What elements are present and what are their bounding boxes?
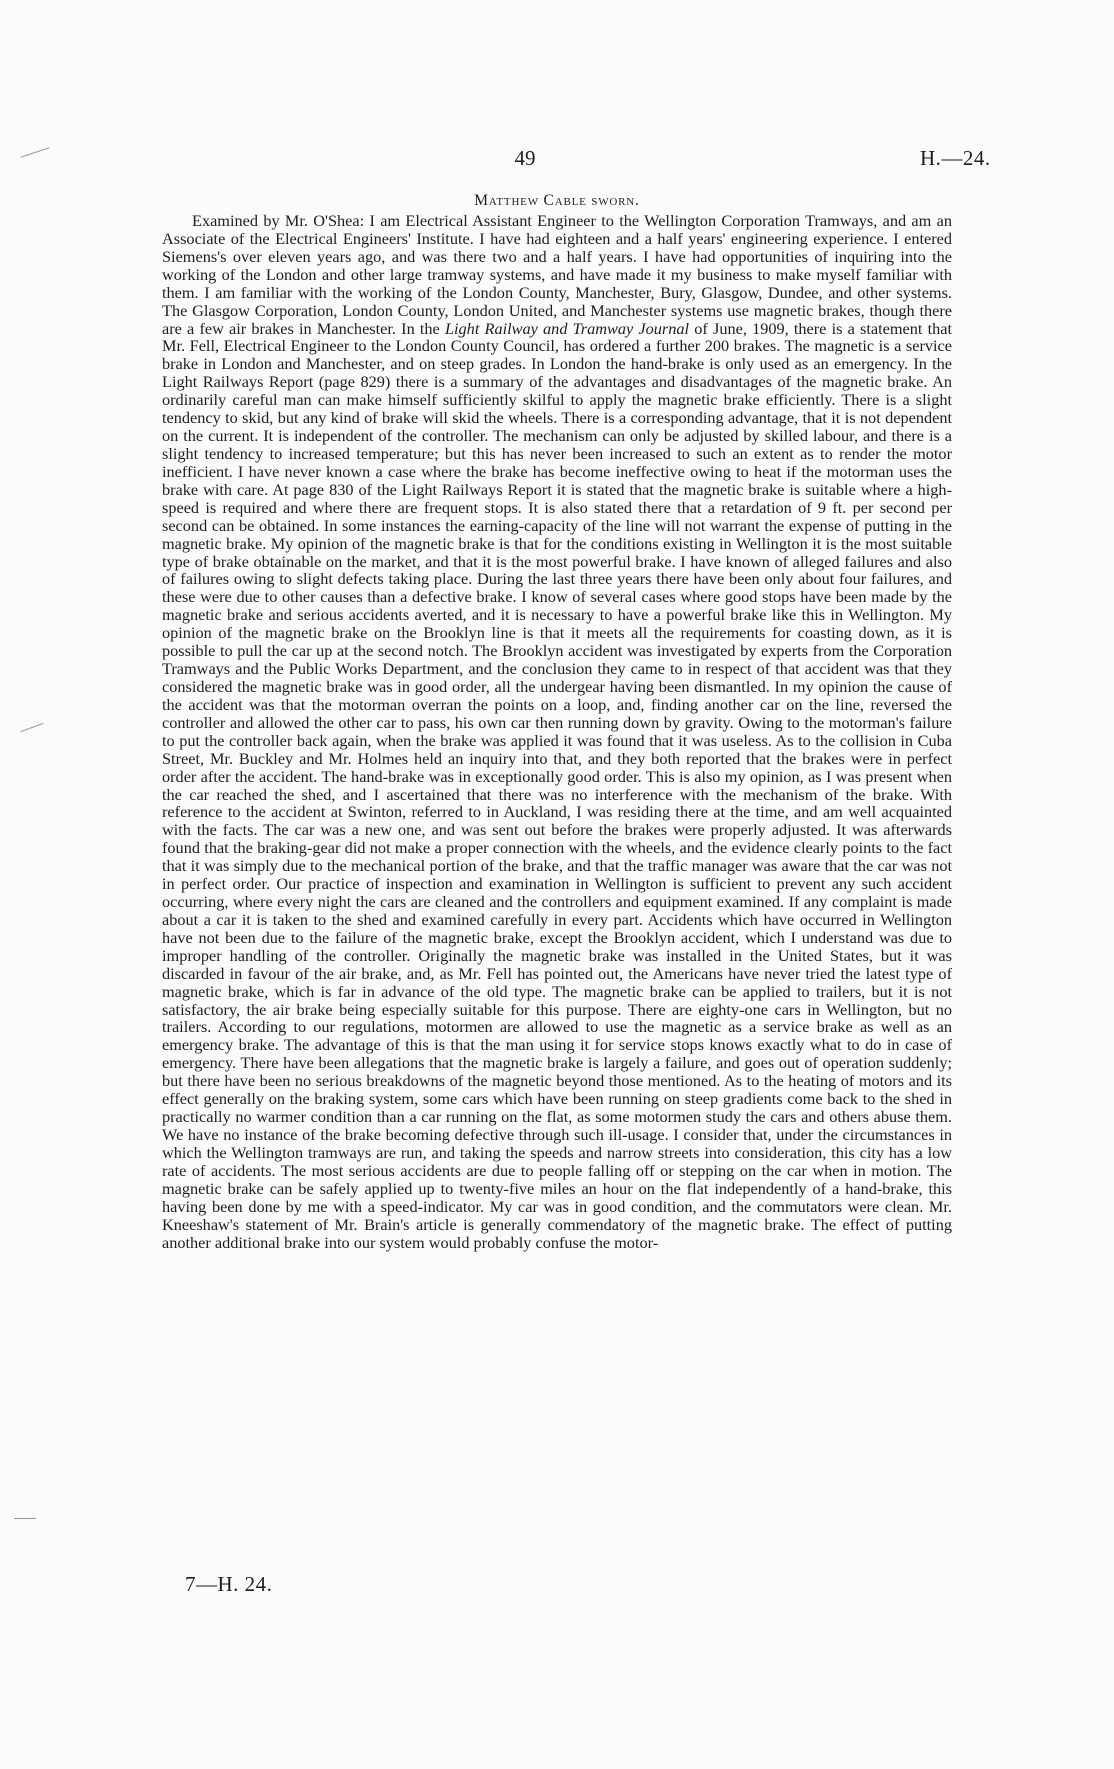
testimony-paragraph xyxy=(162,212,952,1251)
signature-mark: 7—H. 24. xyxy=(185,1572,273,1596)
journal-title: Light Railway and Tramway Journal xyxy=(444,318,690,338)
testimony-text-part2: of June, 1909, there is a statement that Mr. Fell, Electrical Engineer to the London County Council, has ordered a further 200 brakes. The magnetic is a service brake in London and Manchester, and on steep grades. In London the hand-brake is only used as an emergency. In the Light Railways Report (page 829) there is a summary of the advantages and disadvantages of the magnetic brake. An ordinarily careful man can make himself sufficiently skilful to apply the magnetic brake efficiently. There is a slight tendency to skid, but any kind of brake will skid the wheels. There is a corresponding advantage, that it is not dependent on the current. It is independent of the controller. The mechanism can only be adjusted by skilled labour, and there is a slight tendency to increased temperature; but this has never been increased to such an extent as to render the motor inefficient. I have never known a case where the brake has become ineffective owing to heat if the motorman uses the brake with care. At page 830 of the Light Railways Report it is stated that the magnetic brake is suitable where a high-speed is required and where there are frequent stops. It is also stated there that a retardation of 9 ft. per second per second can be obtained. In some instances the earning-capacity of the line will not warrant the expense of putting in the magnetic brake. My opinion of the magnetic brake is that for the conditions existing in Wellington it is the most suitable type of brake obtainable on the market, and that it is the most powerful brake. I have known of alleged failures and also of failures owing to slight defects taking place. During the last three years there have been only about four failures, and these were due to other causes than a defective brake. I know of several cases where good stops have been made by the magnetic brake and serious accidents averted, and it is necessary to have a powerful brake like this in Wellington. My opinion of the magnetic brake on the Brooklyn line is that it meets all the requirements for coasting down, as it is possible to pull the car up at the second notch. The Brooklyn accident was investigated by experts from the Corporation Tramways and the Public Works Department, and the conclusion they came to in respect of that accident was that they considered the magnetic brake was in good order, all the undergear having been dismantled. In my opinion the cause of the accident was that the motorman overran the points on a loop, and, finding another car on the line, reversed the controller and allowed the other car to pass, his own car then running down by gravity. Owing to the motorman's failure to put the controller back again, when the brake was applied it was found that it was useless. As to the collision in Cuba Street, Mr. Buckley and Mr. Holmes held an inquiry into that, and they both reported that the brakes were in perfect order after the accident. The hand-brake was in exceptionally good order. This is also my opinion, as I was present when the car reached the shed, and I ascertained that there was no interference with the mechanism of the brake. With reference to the accident at Swinton, referred to in Auckland, I was residing there at the time, and am well acquainted with the facts. The car was a new one, and was sent out before the brakes were properly adjusted. It was afterwards found that the braking-gear did not make a proper connection with the wheels, and the evidence clearly points to the fact that it was simply due to the mechanical portion of the brake, and that the traffic manager was aware that the car was not in perfect order. Our practice of inspection and examination in Wellington is sufficient to prevent any such accident occurring, where every night the cars are cleaned and the controllers and equipment examined. If any complaint is made about a car it is taken to the shed and examined carefully in every part. Accidents which have occurred in Wellington have not been due to the failure of the magnetic brake, except the Brooklyn accident, which I understand was due to improper handling of the controller. Originally the magnetic brake was installed in the United States, but it was discarded in favour of the air brake, and, as Mr. Fell has pointed out, the Americans have never tried the latest type of magnetic brake, which is far in advance of the old type. The magnetic brake can be applied to trailers, but it is not satisfactory, the air brake being especially suitable for this purpose. There are eighty-one cars in Wellington, but no trailers. According to our regulations, motormen are allowed to use the magnetic as a service brake as well as an emergency brake. The advantage of this is that the man using it for service stops knows exactly what to do in case of emergency. There have been allegations that the magnetic brake is largely a failure, and goes out of operation suddenly; but there have been no serious breakdowns of the magnetic beyond those mentioned. As to the heating of motors and its effect generally on the braking system, some cars which have been running on steep gradients come back to the shed in practically no warmer condition than a car running on the flat, as some motormen study the cars and others abuse them. We have no instance of the brake becoming defective through such ill-usage. I consider that, under the circumstances in which the Wellington tramways are run, and taking the speeds and narrow streets into consideration, this city has a low rate of accidents. The most serious accidents are due to people falling off or stepping on the car when in motion. The magnetic brake can be safely applied up to twenty-five miles an hour on the flat independently of a hand-brake, this having been done by me with a speed-indicator. My car was in good condition, and the commutators were clean. Mr. Kneeshaw's statement of Mr. Brain's article is generally commendatory of the magnetic brake. The effect of putting another additional brake into our system would probably confuse the motor- xyxy=(162,318,952,1252)
testimony-text-part1: Examined by Mr. O'Shea: I am Electrical Assistant Engineer to the Wellington Corporation Tramways, and am an Associate of the Electrical Engineers' Institute. I have had eighteen and a half years' engineering experience. I entered Siemens's over eleven years ago, and was there two and a half years. I have had opportunities of inquiring into the working of the London and other large tramway systems, and have made it my business to make myself familiar with them. I am familiar with the working of the London County, Manchester, Bury, Glasgow, Dundee, and other systems. The Glasgow Corporation, London County, London United, and Manchester systems use magnetic brakes, though there are a few air brakes in Manchester. In the xyxy=(162,211,952,338)
page-number: 49 xyxy=(514,146,536,170)
margin-mark xyxy=(21,723,44,732)
witness-heading: Matthew Cable sworn. xyxy=(474,192,640,209)
document-reference: H.—24. xyxy=(920,146,991,170)
margin-mark xyxy=(21,147,50,157)
margin-mark xyxy=(14,1518,36,1519)
